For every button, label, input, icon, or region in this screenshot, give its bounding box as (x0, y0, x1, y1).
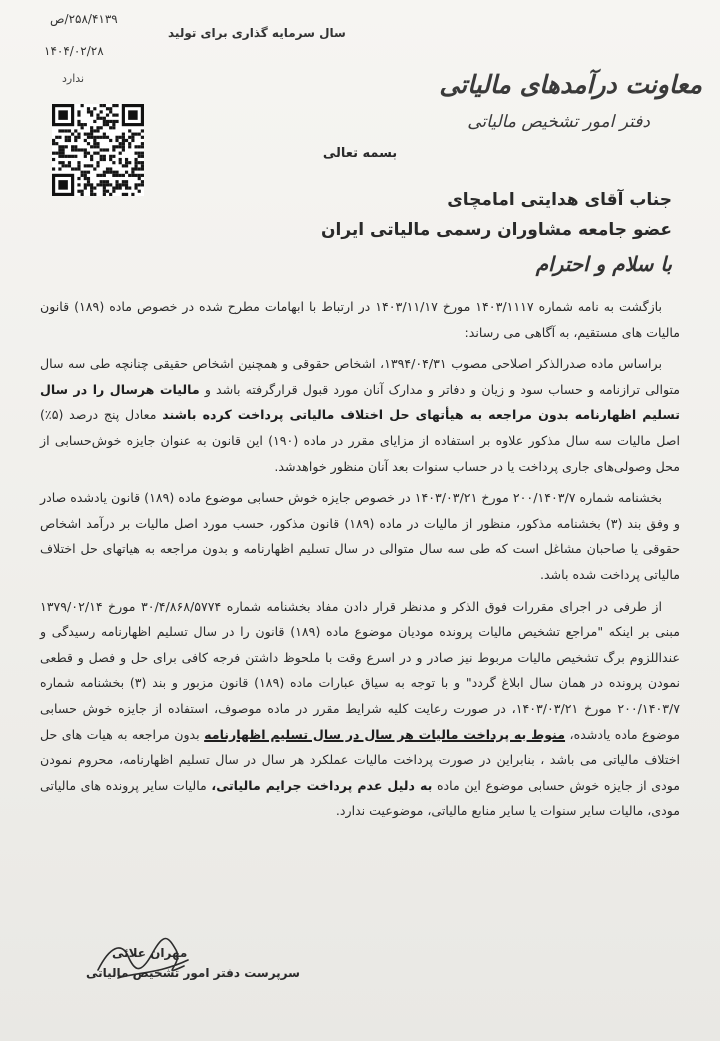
signatory-name: مهران علائی (112, 946, 188, 960)
body-paragraph-2-text-c: معادل پنج درصد (۵٪) اصل مالیات سه سال مذکور علاوه بر استفاده از مزایای مقرر در ماده (۱۹۰) این قانون به عنوان جایزه خوش‌حسابی از محل وصولی‌های جاری پرداخت یا در حساب سنوات بعد آنان منظور خواهدشد. (40, 407, 680, 474)
signatory-title: سرپرست دفتر امور تشخیص مالیاتی (86, 966, 300, 980)
letter-date: ۱۴۰۴/۰۲/۲۸ (44, 44, 104, 58)
agency-subtitle: دفتر امور تشخیص مالیاتی (467, 112, 650, 132)
body-paragraph-2-bold: مالیات هرسال را در سال تسلیم اظهارنامه بدون مراجعه به هیأتهای حل اختلاف مالیاتی پرداخت کرده باشند (40, 381, 680, 423)
greeting: با سلام و احترام (535, 252, 672, 276)
letter-number: ۲۵۸/۴۱۳۹/ص (50, 12, 118, 26)
body-paragraph-4-text-c: بدون مراجعه به هیات های حل اختلاف مالیاتی می باشد ، بنابراین در صورت پرداخت مالیات عملکرد هر سال در سال تسلیم اظهارنامه، محروم نمودن مودی از جایزه خوش حسابی موضوع این ماده (40, 726, 680, 793)
body-paragraph-1: بازگشت به نامه شماره ۱۴۰۳/۱۱۱۷ مورخ ۱۴۰۳/۱۱/۱۷ در ارتباط با ابهامات مطرح شده در خصوص ماده (۱۸۹) قانون مالیات های مستقیم، به آگاهی می رساند: (40, 299, 680, 340)
body-paragraph-4-text-a: از طرفی در اجرای مقررات فوق الذکر و مدنظر قرار دادن مفاد بخشنامه شماره ۳۰/۴/۸۶۸/۵۷۷۴ مورخ ۱۳۷۹/۰۲/۱۴ مبنی بر اینکه "مراجع تشخیص مالیات پرونده مودیان موضوع ماده (۱۸۹) قانون را در سال تسلیم اظهارنامه رسیدگی و عنداللزوم برگ تشخیص مالیات مربوط نیز صادر و در اسرع وقت با ملحوظ داشتن فرجه کافی برای حل و فصل و قطعی نمودن پرونده در همان سال ابلاغ گردد" و با توجه به سیاق عبارات ماده (۱۸۹) قانون مزبور و بند (۳) بخشنامه شماره ۲۰۰/۱۴۰۳/۷ مورخ ۱۴۰۳/۰۳/۲۱، در صورت رعایت کلیه شرایط مقرر در ماده موصوف، استفاده از جایزه خوش حسابی موضوع ماده یادشده، (40, 598, 681, 742)
attachment-value: ندارد (62, 72, 85, 85)
year-slogan: سال سرمایه گذاری برای تولید (168, 26, 346, 40)
invocation-heading: بسمه تعالی (322, 146, 398, 161)
body-paragraph-4-bold: به دلیل عدم پرداخت جرایم مالیاتی، (211, 777, 433, 793)
body-paragraph-4-bold-underlined: منوط به پرداخت مالیات هر سال در سال تسلیم اظهارنامه (204, 726, 566, 742)
body-paragraph-2-text-a: براساس ماده صدرالذکر اصلاحی مصوب ۱۳۹۴/۰۴/۳۱، اشخاص حقوقی و همچنین اشخاص حقیقی چنانچه طی سه سال متوالی ترازنامه و حساب سود و زیان و دفاتر و مدارک آنان مورد قبول قرارگرفته باشد و (40, 356, 681, 397)
body-paragraph-3: بخشنامه شماره ۲۰۰/۱۴۰۳/۷ مورخ ۱۴۰۳/۰۳/۲۱ در خصوص جایزه خوش حسابی موضوع ماده (۱۸۹) قانون یادشده صادر و وفق بند (۳) بخشنامه مذکور، منظور از مالیات در ماده (۱۸۹) قانون مذکور، حسب مورد اصل مالیات بر درآمد اشخاص حقوقی یا صاحبان مشاغل است که طی سه سال متوالی در سال تسلیم اظهارنامه و بدون مراجعه به هیاتهای حل اختلاف مالیاتی پرداخت شده باشد. (40, 490, 680, 582)
handwritten-signature-icon (88, 926, 198, 996)
body-paragraph-4 (40, 594, 680, 824)
recipient-role: عضو جامعه مشاوران رسمی مالیاتی ایران (321, 220, 672, 240)
letter-body (40, 294, 680, 830)
body-paragraph-4-text-e: مالیات سایر پرونده های مالیاتی مودی، مالیات سایر سنوات یا سایر منابع مالیاتی، موضوعیت ندارد. (40, 777, 680, 819)
body-paragraph-2 (40, 351, 680, 479)
agency-title: معاونت درآمدهای مالیاتی (439, 70, 702, 99)
recipient-name: جناب آقای هدایتی امامچای (447, 190, 672, 210)
